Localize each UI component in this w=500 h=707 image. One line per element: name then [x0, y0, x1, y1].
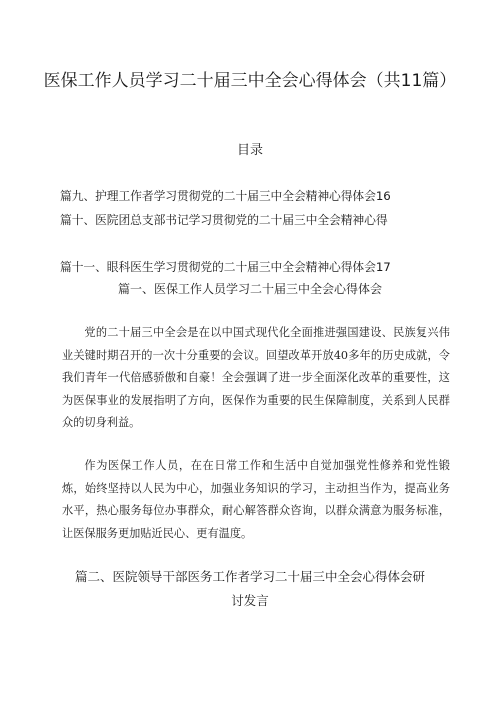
body-paragraph: 党的二十届三中全会是在以中国式现代化全面推进强国建设、民族复兴伟业关键时期召开的一次十分重要的会议。回望改革开放40多年的历史成就，令我们青年一代倍感骄傲和自豪！全会强调了进一步全面深化改革的重要性，这为医保事业的发展指明了方向，医保作为重要的民生保障制度，关系到人民群众的切身利益。 [62, 326, 450, 429]
body-paragraph: 作为医保工作人员，在在日常工作和生活中自觉加强党性修养和党性锻炼，始终坚持以人民为中心，加强业务知识的学习，主动担当作为，提高业务水平，热心服务每位办事群众，耐心解答群众咨询，以群众满意为服务标准，让医保服务更加贴近民心、更有温度。 [62, 459, 450, 540]
toc-entry[interactable]: 篇十、医院团总支部书记学习贯彻党的二十届三中全会精神心得 [60, 213, 388, 227]
toc-heading: 目录 [236, 143, 263, 158]
document-title: 医保工作人员学习二十届三中全会心得体会（共11篇） [43, 71, 457, 91]
toc-entry[interactable]: 篇九、护理工作者学习贯彻党的二十届三中全会精神心得体会16 [60, 189, 391, 203]
section-title: 篇一、医保工作人员学习二十届三中全会心得体会 [117, 282, 382, 296]
section-title: 篇二、医院领导干部医务工作者学习二十届三中全会心得体会研讨发言 [74, 569, 425, 608]
toc-entry[interactable]: 篇十一、眼科医生学习贯彻党的二十届三中全会精神心得体会17 [60, 260, 391, 274]
